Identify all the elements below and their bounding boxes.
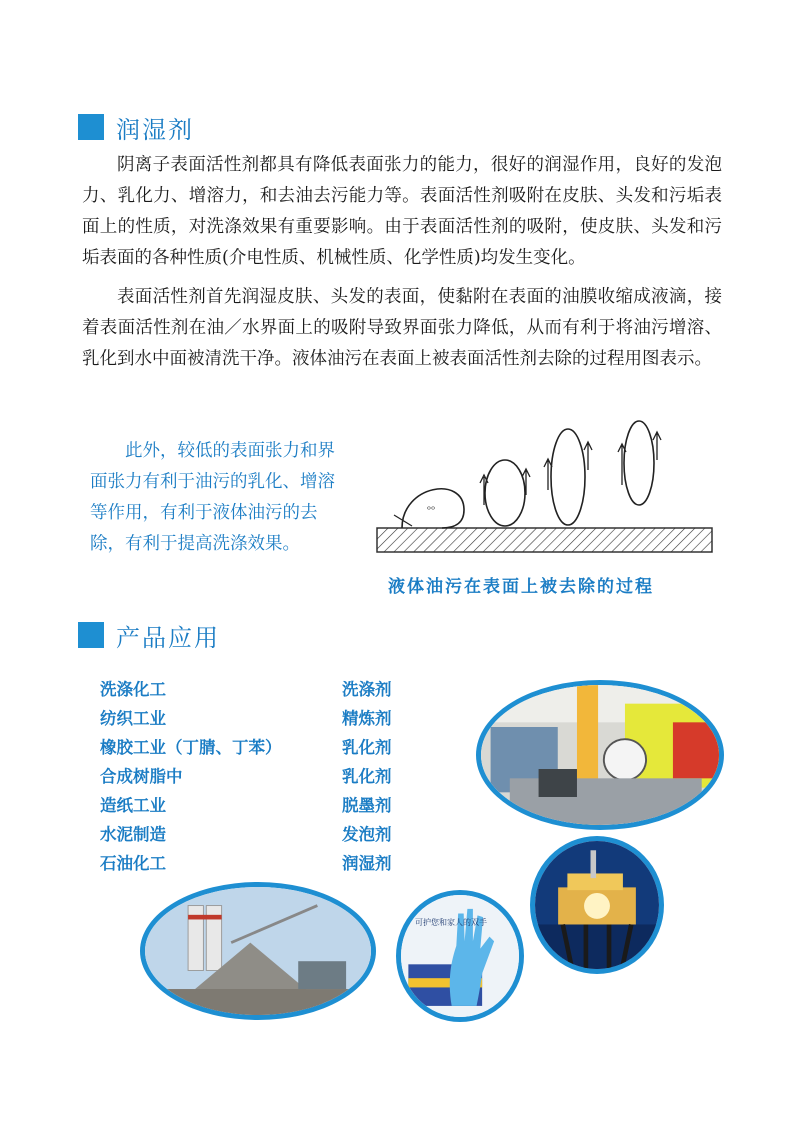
- section-title-applications: [78, 620, 220, 650]
- section-title-text: 产品应用: [116, 623, 220, 652]
- industry-label: 橡胶工业（丁腈、丁苯）: [100, 738, 282, 757]
- use-label: 发泡剂: [342, 825, 392, 844]
- industry-label: 石油化工: [100, 854, 166, 873]
- use-label: 润湿剂: [342, 854, 392, 873]
- section-title-text: 润湿剂: [116, 115, 194, 144]
- application-row: [100, 763, 410, 791]
- paragraph-2: 表面活性剂首先润湿皮肤、头发的表面，使黏附在表面的油膜收缩成液滴，接着表面活性剂在油／水界面上的吸附导致界面张力降低，从而有利于将油污增溶、乳化到水中面被清洗干净。液体油污在表面上被表面活性剂去除的过程用图表示。: [82, 287, 722, 369]
- section-title-wetting: [78, 112, 194, 142]
- side-note: 此外，较低的表面张力和界面张力有利于油污的乳化、增溶等作用，有利于液体油污的去除，有利于提高洗涤效果。: [90, 441, 335, 554]
- application-row: [100, 705, 410, 733]
- section-marker: [78, 622, 104, 648]
- use-label: 乳化剂: [342, 738, 392, 757]
- gloves-box-text: 可护您和家人的双手: [415, 918, 487, 927]
- industry-label: 造纸工业: [100, 796, 166, 815]
- diagram-caption: 液体油污在表面上被去除的过程: [388, 577, 654, 597]
- surface-substrate: [377, 528, 712, 552]
- industry-label: 合成树脂中: [100, 767, 183, 786]
- use-label: 乳化剂: [342, 767, 392, 786]
- oil-removal-diagram: [372, 415, 717, 560]
- cement-plant-photo: [140, 882, 376, 1020]
- droplet-stage-3: [551, 429, 585, 525]
- industry-label: 纺织工业: [100, 709, 166, 728]
- application-row: [100, 676, 410, 704]
- svg-text:ᵒᵒ: ᵒᵒ: [427, 505, 436, 516]
- oil-platform-photo: [530, 836, 664, 974]
- textile-photo: [476, 680, 724, 830]
- application-row: [100, 734, 410, 762]
- use-label: 脱墨剂: [342, 796, 392, 815]
- application-row: [100, 821, 410, 849]
- use-label: 洗涤剂: [342, 680, 392, 699]
- industry-label: 水泥制造: [100, 825, 166, 844]
- droplet-stage-4: [624, 421, 654, 505]
- gloves-photo: [396, 890, 524, 1022]
- section-marker: [78, 114, 104, 140]
- application-row: [100, 792, 410, 820]
- industry-label: 洗涤化工: [100, 680, 166, 699]
- paragraph-1: 阴离子表面活性剂都具有降低表面张力的能力，很好的润湿作用，良好的发泡力、乳化力、增溶力，和去油去污能力等。表面活性剂吸附在皮肤、头发和污垢表面上的性质，对洗涤效果有重要影响。由于表面活性剂的吸附，使皮肤、头发和污垢表面的各种性质(介电性质、机械性质、化学性质)均发生变化。: [82, 155, 722, 268]
- use-label: 精炼剂: [342, 709, 392, 728]
- droplet-stage-2: [485, 460, 525, 526]
- application-row: [100, 850, 410, 878]
